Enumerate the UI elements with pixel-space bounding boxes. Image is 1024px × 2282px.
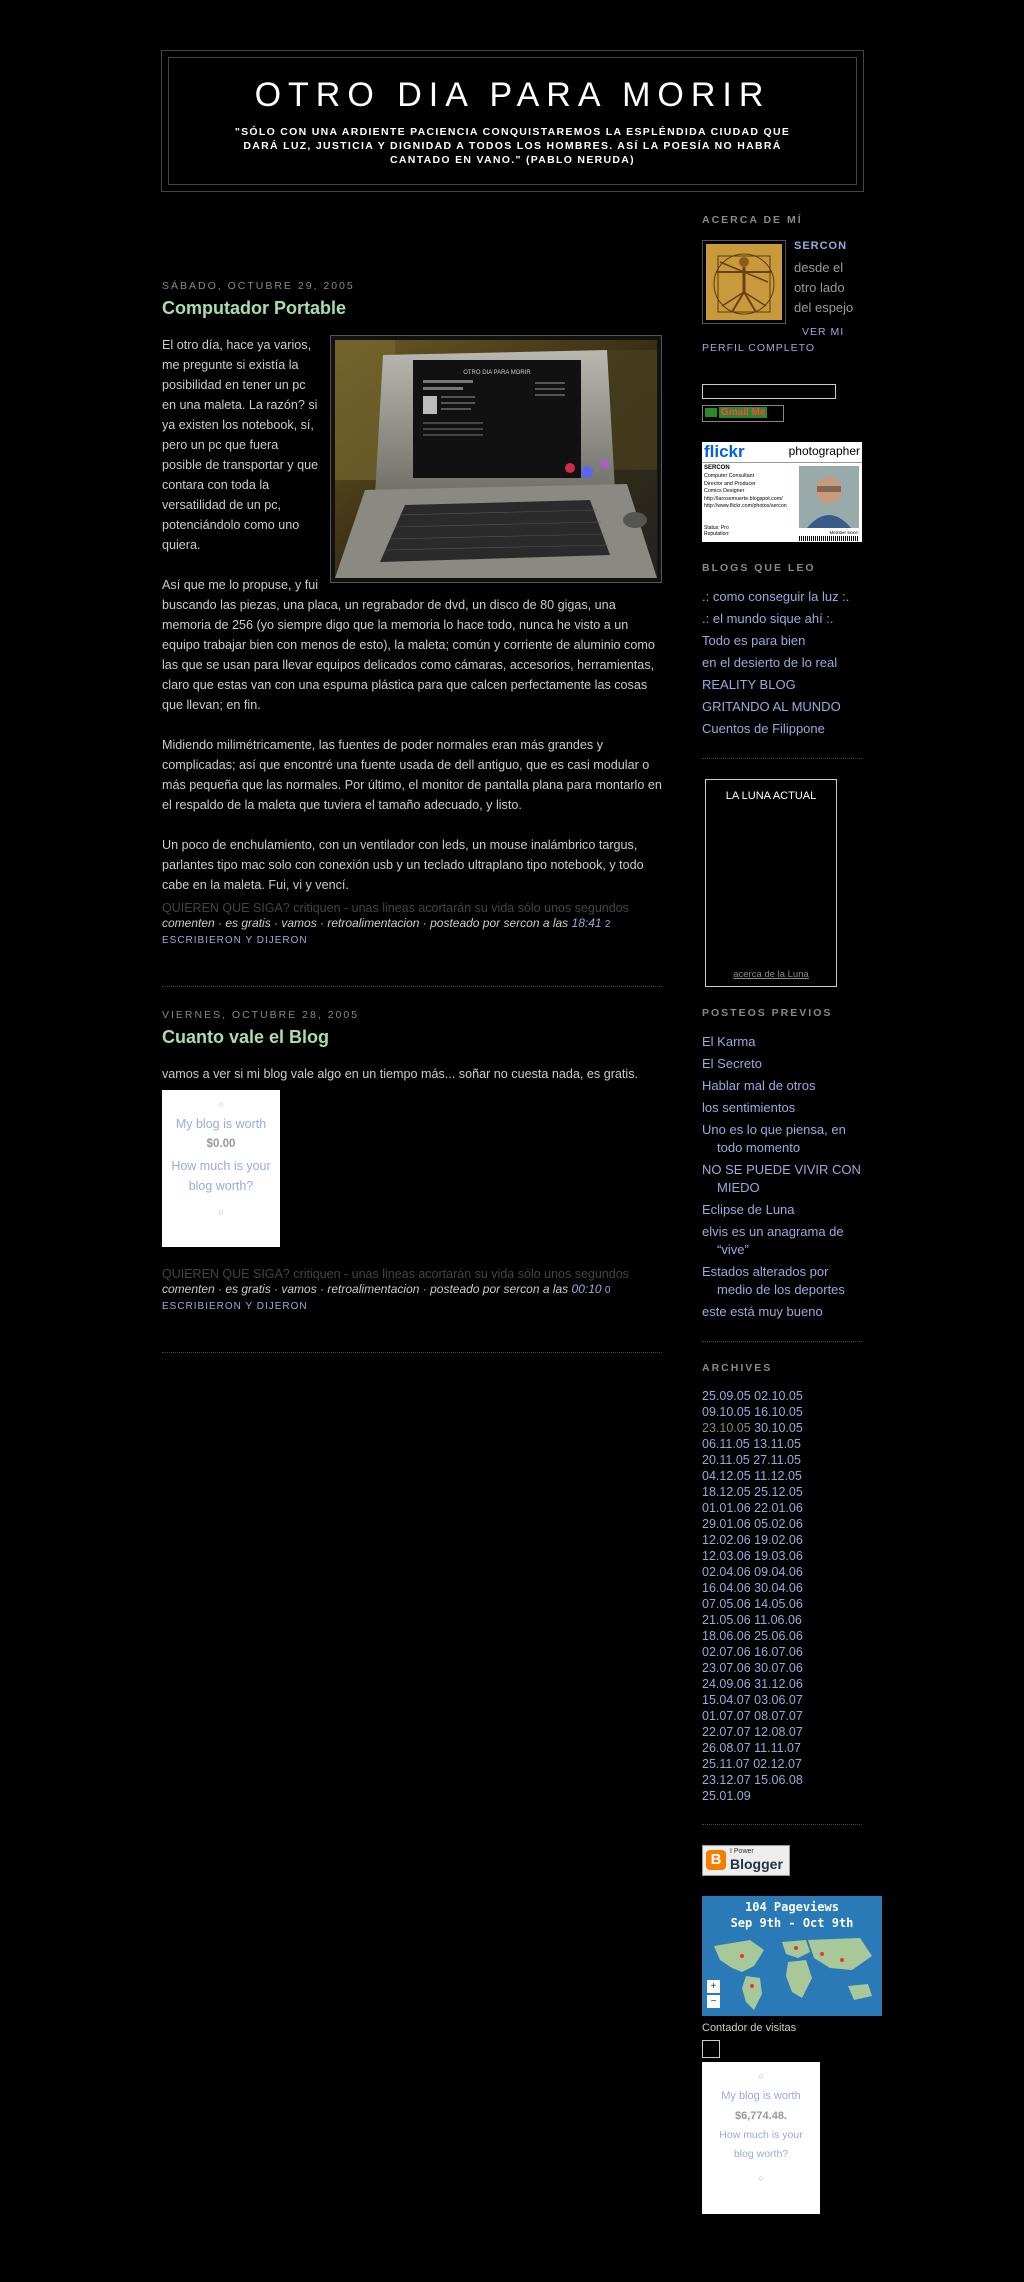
blog-link[interactable]: REALITY BLOG bbox=[702, 677, 796, 692]
post-separator bbox=[162, 1352, 662, 1353]
archive-link[interactable]: 15.04.07 bbox=[702, 1693, 751, 1707]
archive-link[interactable]: 11.12.05 bbox=[754, 1469, 802, 1483]
screen-title: OTRO DIA PARA MORIR bbox=[463, 370, 531, 376]
worth-value: $6,774.48. bbox=[735, 2110, 787, 2122]
archives-heading: ARCHIVES bbox=[702, 1362, 773, 1374]
archive-row bbox=[702, 1628, 862, 1644]
archive-link[interactable]: 13.11.05 bbox=[753, 1437, 801, 1451]
archive-link[interactable]: 02.10.05 bbox=[754, 1389, 803, 1403]
previous-post-link[interactable]: Eclipse de Luna bbox=[702, 1202, 795, 1217]
post-footer-links[interactable]: comenten · es gratis · vamos · retroalimentacion · posteado por sercon a las bbox=[162, 1282, 569, 1296]
post-footer bbox=[162, 1267, 662, 1314]
archive-row bbox=[702, 1532, 862, 1548]
blogger-logo-icon: B bbox=[706, 1850, 726, 1870]
pageviews-map-widget[interactable] bbox=[702, 1896, 882, 2016]
blog-link[interactable]: Todo es para bien bbox=[702, 633, 806, 648]
previous-post-link[interactable]: Hablar mal de otros bbox=[702, 1078, 816, 1093]
sidebar bbox=[702, 214, 862, 2234]
archive-link[interactable]: 30.04.06 bbox=[754, 1581, 803, 1595]
archive-row bbox=[702, 1708, 862, 1724]
archive-link[interactable]: 23.07.06 bbox=[702, 1661, 751, 1675]
archive-link[interactable]: 03.06.07 bbox=[754, 1693, 803, 1707]
comments-link[interactable]: 2 ESCRIBIERON Y DIJERON bbox=[162, 919, 612, 946]
archive-link[interactable]: 25.12.05 bbox=[754, 1485, 803, 1499]
archive-link[interactable]: 27.11.05 bbox=[753, 1453, 801, 1467]
post-footer bbox=[162, 901, 662, 948]
bullet-icon: ○ bbox=[758, 2071, 764, 2081]
previous-heading: POSTEOS PREVIOS bbox=[702, 1007, 833, 1019]
post-teaser[interactable]: QUIEREN QUE SIGA? critiquen - unas lineas acortarán su vida sólo unos segundos bbox=[162, 1267, 629, 1281]
archive-link[interactable]: 08.07.07 bbox=[754, 1709, 803, 1723]
archive-row bbox=[702, 1692, 862, 1708]
blog-header-inner bbox=[168, 57, 857, 185]
post-body bbox=[162, 1064, 662, 1084]
archive-link[interactable]: 16.10.05 bbox=[754, 1405, 803, 1419]
previous-post-link[interactable]: El Secreto bbox=[702, 1056, 762, 1071]
person-photo-icon bbox=[799, 466, 859, 528]
widget-suffix: is worth bbox=[223, 1117, 267, 1131]
comments-link[interactable]: 0 ESCRIBIERON Y DIJERON bbox=[162, 1285, 612, 1312]
about-heading: ACERCA DE MÍ bbox=[702, 214, 803, 226]
archive-link[interactable]: 30.07.06 bbox=[754, 1661, 803, 1675]
flickr-details: Computer Consultant Director and Producer Comics Designer http://larosemuerte.blogspot.com/ http://www.flickr.com/photos/sercon bbox=[704, 473, 787, 509]
blog-title[interactable]: OTRO DIA PARA MORIR bbox=[254, 76, 771, 114]
widget-prefix: My bbox=[175, 1117, 193, 1131]
archive-row bbox=[702, 1420, 862, 1436]
profile-description: desde el otro lado del espejo bbox=[794, 260, 854, 315]
counter-image[interactable] bbox=[702, 2040, 720, 2058]
flickr-tag: photographer bbox=[788, 444, 860, 458]
view-profile-link[interactable]: VER MI PERFIL COMPLETO bbox=[702, 326, 845, 354]
previous-post-link[interactable]: los sentimientos bbox=[702, 1100, 796, 1115]
archive-row bbox=[702, 1548, 862, 1564]
blog-description: "SÓLO CON UNA ARDIENTE PACIENCIA CONQUISTAREMOS LA ESPLÉNDIDA CIUDAD QUE DARÁ LUZ, JUSTICIA Y DIGNIDAD A TODOS LOS HOMBRES. ASÍ LA POESÍA NO HABRÁ CANTADO EN VANO." (PABLO NERUDA) bbox=[234, 126, 791, 166]
archive-row bbox=[702, 1500, 862, 1516]
post-title[interactable]: Cuanto vale el Blog bbox=[162, 1027, 330, 1047]
post-teaser[interactable]: QUIEREN QUE SIGA? critiquen - unas lineas acortarán su vida sólo unos segundos bbox=[162, 901, 629, 915]
post-date: VIERNES, OCTUBRE 28, 2005 bbox=[162, 1009, 360, 1021]
post-title[interactable]: Computador Portable bbox=[162, 298, 347, 318]
archive-row bbox=[702, 1596, 862, 1612]
flickr-name: SERCON bbox=[704, 465, 730, 471]
post-time-link[interactable]: 00:10 bbox=[571, 1282, 602, 1296]
counter-label: Contador de visitas bbox=[702, 2022, 797, 2034]
pageviews-range: Sep 9th - Oct 9th bbox=[730, 1916, 854, 1930]
post bbox=[162, 280, 662, 948]
post-time-link[interactable]: 18:41 bbox=[571, 916, 602, 930]
widget-question-link[interactable]: How much is your blog worth? bbox=[171, 1159, 271, 1193]
archive-row bbox=[702, 1484, 862, 1500]
archive-link[interactable]: 22.01.06 bbox=[754, 1501, 803, 1515]
previous-post-link[interactable]: este está muy bueno bbox=[702, 1304, 823, 1319]
blog-worth-sidebar-widget bbox=[702, 2062, 820, 2214]
widget-blog-link[interactable]: blog bbox=[195, 1117, 220, 1131]
blogs-heading: BLOGS QUE LEO bbox=[702, 562, 816, 574]
previous-post-link[interactable]: elvis es un anagrama de “vive” bbox=[702, 1224, 844, 1257]
archive-row bbox=[702, 1388, 862, 1404]
previous-post-link[interactable]: El Karma bbox=[702, 1034, 756, 1049]
post-image[interactable] bbox=[330, 335, 662, 583]
blogger-badge[interactable]: B I Power Blogger bbox=[702, 1845, 790, 1876]
archive-link[interactable]: 19.03.06 bbox=[754, 1549, 803, 1563]
flickr-badge[interactable]: flickr photographer SERCON Computer Consultant Director and Producer Comics Designer http://larosemuerte.blogspot.com/ http://www.flickr.com/photos/sercon Status: Pro Reputation: Member since: bbox=[702, 442, 862, 542]
archive-row bbox=[702, 1436, 862, 1452]
post-paragraph: Así que me lo propuse, y fui buscando las piezas, una placa, un regrabador de dvd, un disco de 80 gigas, una memoria de 256 (yo siempre digo que la memoria lo hace todo, nunca he visto a un equipo trabajar bien con menos de esto), la maleta; común y corriente de aluminio como las que se usan para llevar equipos delicados como cámaras, accesorios, herramientas, claro que estas van con una espuma plástica para que calcen perfectamente las cosas que llevan; en fin. bbox=[162, 578, 655, 712]
post-date: SÁBADO, OCTUBRE 29, 2005 bbox=[162, 280, 355, 292]
archives-list bbox=[702, 1388, 862, 1804]
archive-link[interactable]: 11.11.07 bbox=[754, 1741, 801, 1755]
zoom-out-button[interactable]: − bbox=[707, 1995, 720, 2008]
blog-link[interactable]: .: el mundo sique ahí :. bbox=[702, 611, 834, 626]
archive-link[interactable]: 11.06.06 bbox=[754, 1613, 802, 1627]
worth-question-link[interactable]: How much is your blog worth? bbox=[719, 2129, 803, 2160]
archive-link[interactable]: 31.12.06 bbox=[754, 1677, 803, 1691]
gmail-button[interactable] bbox=[702, 405, 784, 422]
archive-link[interactable]: 25.01.09 bbox=[702, 1789, 751, 1803]
archive-link[interactable]: 20.11.05 bbox=[702, 1453, 750, 1467]
archive-row bbox=[702, 1788, 862, 1804]
barcode-icon bbox=[799, 536, 859, 541]
previous-posts-list bbox=[702, 1033, 862, 1321]
blog-worth-widget bbox=[162, 1090, 280, 1247]
archive-link[interactable]: 26.08.07 bbox=[702, 1741, 751, 1755]
archive-link[interactable]: 04.12.05 bbox=[702, 1469, 751, 1483]
sidebar-separator bbox=[702, 758, 862, 759]
profile-name[interactable]: SERCON bbox=[794, 240, 848, 252]
archive-link[interactable]: 02.12.07 bbox=[753, 1757, 802, 1771]
blogs-list bbox=[702, 588, 862, 738]
archive-row bbox=[702, 1516, 862, 1532]
archive-link[interactable]: 30.10.05 bbox=[754, 1421, 803, 1435]
moon-about-link[interactable]: acerca de la Luna bbox=[733, 969, 809, 980]
bullet-icon: ○ bbox=[758, 2173, 764, 2183]
main-column bbox=[162, 280, 662, 1375]
archive-link[interactable]: 12.02.06 bbox=[702, 1533, 751, 1547]
zoom-in-button[interactable]: + bbox=[707, 1980, 720, 1993]
worth-prefix[interactable]: My blog is worth bbox=[721, 2090, 801, 2102]
archive-row bbox=[702, 1740, 862, 1756]
archive-row bbox=[702, 1644, 862, 1660]
archive-row bbox=[702, 1724, 862, 1740]
envelope-icon bbox=[705, 408, 717, 417]
archive-link[interactable]: 02.04.06 bbox=[702, 1565, 751, 1579]
archive-link[interactable]: 09.10.05 bbox=[702, 1405, 751, 1419]
archive-link[interactable]: 21.05.06 bbox=[702, 1613, 751, 1627]
archive-row bbox=[702, 1580, 862, 1596]
archive-row bbox=[702, 1564, 862, 1580]
moon-widget bbox=[705, 779, 837, 987]
archive-row bbox=[702, 1612, 862, 1628]
archive-link[interactable]: 07.05.06 bbox=[702, 1597, 751, 1611]
vitruvian-man-icon bbox=[706, 244, 782, 320]
sidebar-separator bbox=[702, 1824, 862, 1825]
blog-link[interactable]: en el desierto de lo real bbox=[702, 655, 838, 670]
post-paragraph: El otro día, hace ya varios, me pregunte si existía la posibilidad en tener un pc en una maleta. La razón? si ya existen los notebook, sí, pero un pc que fuera posible de transportar y que contara con toda la versatilidad de un pc, potenciándolo como uno quiera. bbox=[162, 338, 319, 552]
post-separator bbox=[162, 986, 662, 987]
profile-photo[interactable] bbox=[702, 240, 786, 324]
archive-link[interactable]: 14.05.06 bbox=[754, 1597, 803, 1611]
archive-link[interactable]: 16.04.06 bbox=[702, 1581, 751, 1595]
archive-link[interactable]: 24.09.06 bbox=[702, 1677, 751, 1691]
flickr-logo: flickr bbox=[704, 442, 745, 461]
moon-title: LA LUNA ACTUAL bbox=[725, 790, 817, 802]
archive-link[interactable]: 25.06.06 bbox=[754, 1629, 803, 1643]
blog-link[interactable]: .: como conseguir la luz :. bbox=[702, 589, 850, 604]
post-footer-links[interactable]: comenten · es gratis · vamos · retroalimentacion · posteado por sercon a las bbox=[162, 916, 569, 930]
post bbox=[162, 1009, 662, 1314]
archive-link[interactable]: 02.07.06 bbox=[702, 1645, 751, 1659]
archive-row bbox=[702, 1452, 862, 1468]
post-paragraph: Midiendo milimétricamente, las fuentes de poder normales eran más grandes y complicadas; así que encontré una fuente usada de dell antiguo, que es casi modular o más pequeña que las normales. Por último, el monitor de pantalla plana para montarlo en el respaldo de la maleta que tuviera el tamaño adecuado, y listo. bbox=[162, 738, 662, 812]
archive-row bbox=[702, 1404, 862, 1420]
bullet-icon: ○ bbox=[218, 1207, 224, 1217]
post-body bbox=[162, 335, 662, 895]
archive-link[interactable]: 29.01.06 bbox=[702, 1517, 751, 1531]
post-paragraph: Un poco de enchulamiento, con un ventilador con leds, un mouse inalámbrico targus, parlantes tipo mac solo con conexión usb y un teclado ultraplano tipo notebook, y todo cabe en la maleta. Fui, vi y vencí. bbox=[162, 838, 644, 892]
widget-value: $0.00 bbox=[206, 1138, 236, 1150]
world-map-icon bbox=[702, 1932, 882, 2016]
laptop-photo bbox=[335, 340, 657, 578]
archive-row bbox=[702, 1756, 862, 1772]
archive-link[interactable]: 23.12.07 bbox=[702, 1773, 751, 1787]
blog-header bbox=[161, 50, 864, 192]
archive-link[interactable]: 16.07.06 bbox=[754, 1645, 803, 1659]
post-paragraph: vamos a ver si mi blog vale algo en un tiempo más... soñar no cuesta nada, es gratis. bbox=[162, 1067, 639, 1081]
archive-link[interactable]: 01.01.06 bbox=[702, 1501, 751, 1515]
archive-row bbox=[702, 1660, 862, 1676]
pageviews-count: 104 Pageviews bbox=[745, 1900, 839, 1914]
flickr-avatar bbox=[799, 466, 859, 528]
archive-link[interactable]: 12.08.07 bbox=[754, 1725, 803, 1739]
previous-post-link[interactable]: Uno es lo que piensa, en todo momento bbox=[702, 1122, 846, 1155]
archive-link[interactable]: 25.09.05 bbox=[702, 1389, 751, 1403]
blog-link[interactable]: GRITANDO AL MUNDO bbox=[702, 699, 841, 714]
archive-link[interactable]: 09.04.06 bbox=[754, 1565, 803, 1579]
blog-link[interactable]: Cuentos de Filippone bbox=[702, 721, 825, 736]
previous-post-link[interactable]: NO SE PUEDE VIVIR CON MIEDO bbox=[702, 1162, 861, 1195]
archive-link[interactable]: 19.02.06 bbox=[754, 1533, 803, 1547]
archive-link[interactable]: 12.03.06 bbox=[702, 1549, 751, 1563]
archive-row bbox=[702, 1468, 862, 1484]
profile-block bbox=[702, 240, 862, 324]
archive-link[interactable]: 23.10.05 bbox=[702, 1421, 751, 1435]
bullet-icon: ○ bbox=[218, 1099, 224, 1109]
archive-link[interactable]: 05.02.06 bbox=[754, 1517, 803, 1531]
archive-link[interactable]: 15.06.08 bbox=[754, 1773, 803, 1787]
archive-link[interactable]: 18.06.06 bbox=[702, 1629, 751, 1643]
archive-link[interactable]: 01.07.07 bbox=[702, 1709, 751, 1723]
previous-post-link[interactable]: Estados alterados por medio de los deportes bbox=[702, 1264, 845, 1297]
archive-row bbox=[702, 1676, 862, 1692]
archive-link[interactable]: 06.11.05 bbox=[702, 1437, 750, 1451]
search-input[interactable] bbox=[702, 384, 836, 399]
archive-link[interactable]: 18.12.05 bbox=[702, 1485, 751, 1499]
sidebar-separator bbox=[702, 1341, 862, 1342]
archive-row bbox=[702, 1772, 862, 1788]
gmail-label: Gmail Me bbox=[721, 407, 766, 418]
archive-link[interactable]: 25.11.07 bbox=[702, 1757, 750, 1771]
archive-link[interactable]: 22.07.07 bbox=[702, 1725, 751, 1739]
